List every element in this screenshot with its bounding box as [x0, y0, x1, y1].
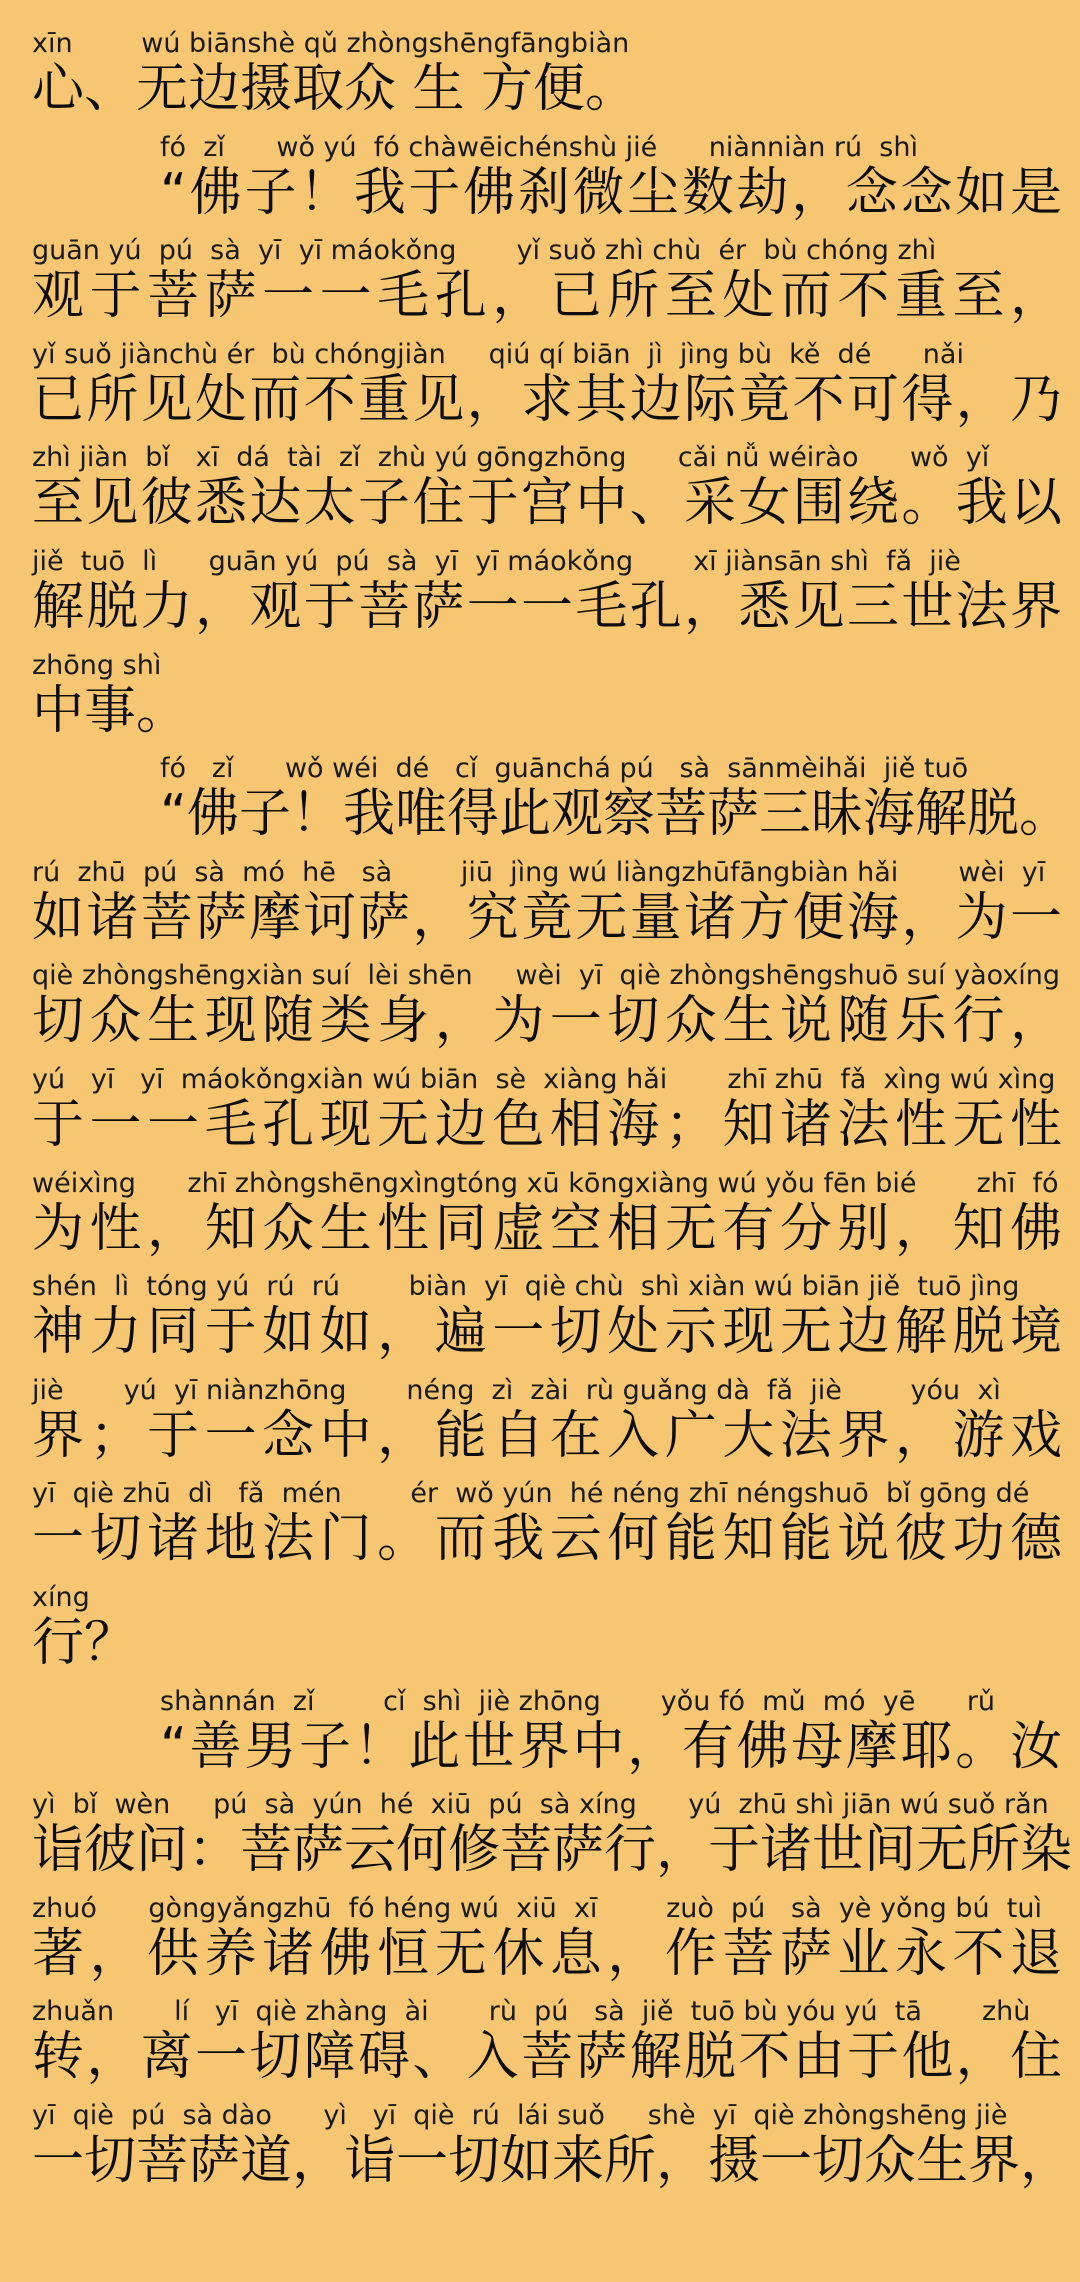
pinyin-line: yī qiè zhū dì fǎ mén ér wǒ yún hé néng zhī néngshuō bǐ gōng dé: [32, 1478, 1030, 1509]
hanzi-line: “佛子！我于佛刹微尘数劫，念念如是: [160, 163, 1062, 223]
verse-line: [32, 857, 1062, 961]
hanzi-line: 解脱力，观于菩萨一一毛孔，悉见三世法界: [32, 577, 1062, 637]
verse-line: [32, 1789, 1073, 1893]
pinyin-line: zhuǎn lí yī qiè zhàng ài rù pú sà jiě tuō bù yóu yú tā zhù: [32, 1996, 1031, 2027]
pinyin-line: shànnán zǐ cǐ shì jiè zhōng yǒu fó mǔ mó yē rǔ: [160, 1686, 996, 1717]
pinyin-line: jiě tuō lì guān yú pú sà yī yī máokǒng xī jiànsān shì fǎ jiè: [32, 546, 961, 577]
verse-line: [32, 1064, 1062, 1168]
hanzi-line: 一切诸地法门。而我云何能知能说彼功德: [32, 1509, 1062, 1569]
pinyin-line: yì bǐ wèn pú sà yún hé xiū pú sà xíng yú zhū shì jiān wú suǒ rǎn: [32, 1789, 1049, 1820]
pinyin-line: fó zǐ wǒ wéi dé cǐ guānchá pú sà sānmèihǎi jiě tuō: [160, 753, 969, 784]
hanzi-line: 著，供养诸佛恒无休息，作菩萨业永不退: [32, 1924, 1062, 1984]
pinyin-line: wéixìng zhī zhòngshēngxìngtóng xū kōngxiàng wú yǒu fēn bié zhī fó: [32, 1168, 1059, 1199]
verse-line: [32, 1893, 1062, 1997]
hanzi-line: 如诸菩萨摩诃萨，究竟无量诸方便海，为一: [32, 888, 1062, 948]
pinyin-line: jiè yú yī niànzhōng néng zì zài rù guǎng dà fǎ jiè yóu xì: [32, 1375, 1001, 1406]
hanzi-line: 至见彼悉达太子住于宫中、采女围绕。我以: [32, 473, 1062, 533]
hanzi-line: 已所见处而不重见，求其边际竟不可得，乃: [32, 370, 1062, 430]
hanzi-line: 观于菩萨一一毛孔，已所至处而不重至，: [32, 266, 1062, 326]
verse-line: [32, 1996, 1062, 2100]
verse-line: [32, 1168, 1062, 1272]
pinyin-line: zhōng shì: [32, 650, 162, 681]
pinyin-line: rú zhū pú sà mó hē sà jiū jìng wú liàngzhūfāngbiàn hǎi wèi yī: [32, 857, 1046, 888]
verse-line: [160, 132, 1062, 236]
hanzi-line: 为性，知众生性同虚空相无有分别，知佛: [32, 1199, 1062, 1259]
verse-line: [32, 1375, 1062, 1479]
pinyin-line: shén lì tóng yú rú rú biàn yī qiè chù shì xiàn wú biān jiě tuō jìng: [32, 1271, 1020, 1302]
pinyin-line: yī qiè pú sà dào yì yī qiè rú lái suǒ shè yī qiè zhòngshēng jiè: [32, 2100, 1008, 2131]
hanzi-line: 转，离一切障碍、入菩萨解脱不由于他，住: [32, 2027, 1062, 2087]
hanzi-line: 中事。: [32, 681, 189, 741]
hanzi-line: 于一一毛孔现无边色相海；知诸法性无性: [32, 1095, 1062, 1155]
verse-line: [32, 2100, 1073, 2204]
verse-line: [32, 235, 1062, 339]
hanzi-line: 行？: [32, 1613, 137, 1673]
verse-line: [32, 1582, 1062, 1686]
verse-line: [32, 339, 1062, 443]
pinyin-line: fó zǐ wǒ yú fó chàwēichénshù jié niànniàn rú shì: [160, 132, 918, 163]
verse-line: [160, 1686, 1062, 1790]
verse-line: [32, 650, 1062, 754]
verse-line: [32, 1478, 1062, 1582]
hanzi-line: 界；于一念中，能自在入广大法界，游戏: [32, 1406, 1062, 1466]
verse-line: [160, 753, 1071, 857]
hanzi-line: 一切菩萨道，诣一切如来所，摄一切众生界，: [32, 2131, 1073, 2191]
verse-line: [32, 960, 1062, 1064]
pinyin-line: qiè zhòngshēngxiàn suí lèi shēn wèi yī qiè zhòngshēngshuō suí yàoxíng: [32, 960, 1061, 991]
pinyin-line: yú yī yī máokǒngxiàn wú biān sè xiàng hǎi zhī zhū fǎ xìng wú xìng: [32, 1064, 1056, 1095]
verse-line: [32, 28, 1062, 132]
verse-line: [32, 1271, 1062, 1375]
pinyin-line: xíng: [32, 1582, 90, 1613]
hanzi-line: “佛子！我唯得此观察菩萨三昧海解脱。: [160, 784, 1071, 844]
pinyin-line: xīn wú biānshè qǔ zhòngshēngfāngbiàn: [32, 28, 630, 59]
hanzi-line: 切众生现随类身，为一切众生说随乐行，: [32, 991, 1062, 1051]
hanzi-line: 心、无边摄取众 生 方便。: [32, 59, 638, 119]
hanzi-line: 神力同于如如，遍一切处示现无边解脱境: [32, 1302, 1062, 1362]
pinyin-line: zhuó gòngyǎngzhū fó héng wú xiū xī zuò pú sà yè yǒng bú tuì: [32, 1893, 1042, 1924]
hanzi-line: 诣彼问：菩萨云何修菩萨行，于诸世间无所染: [32, 1820, 1073, 1880]
hanzi-line: “善男子！此世界中，有佛母摩耶。汝: [160, 1717, 1062, 1777]
verse-line: [32, 442, 1062, 546]
pinyin-line: guān yú pú sà yī yī máokǒng yǐ suǒ zhì chù ér bù chóng zhì: [32, 235, 937, 266]
pinyin-line: yǐ suǒ jiànchù ér bù chóngjiàn qiú qí biān jì jìng bù kě dé nǎi: [32, 339, 964, 370]
verse-line: [32, 546, 1062, 650]
pinyin-line: zhì jiàn bǐ xī dá tài zǐ zhù yú gōngzhōng cǎi nǚ wéirào wǒ yǐ: [32, 442, 990, 473]
